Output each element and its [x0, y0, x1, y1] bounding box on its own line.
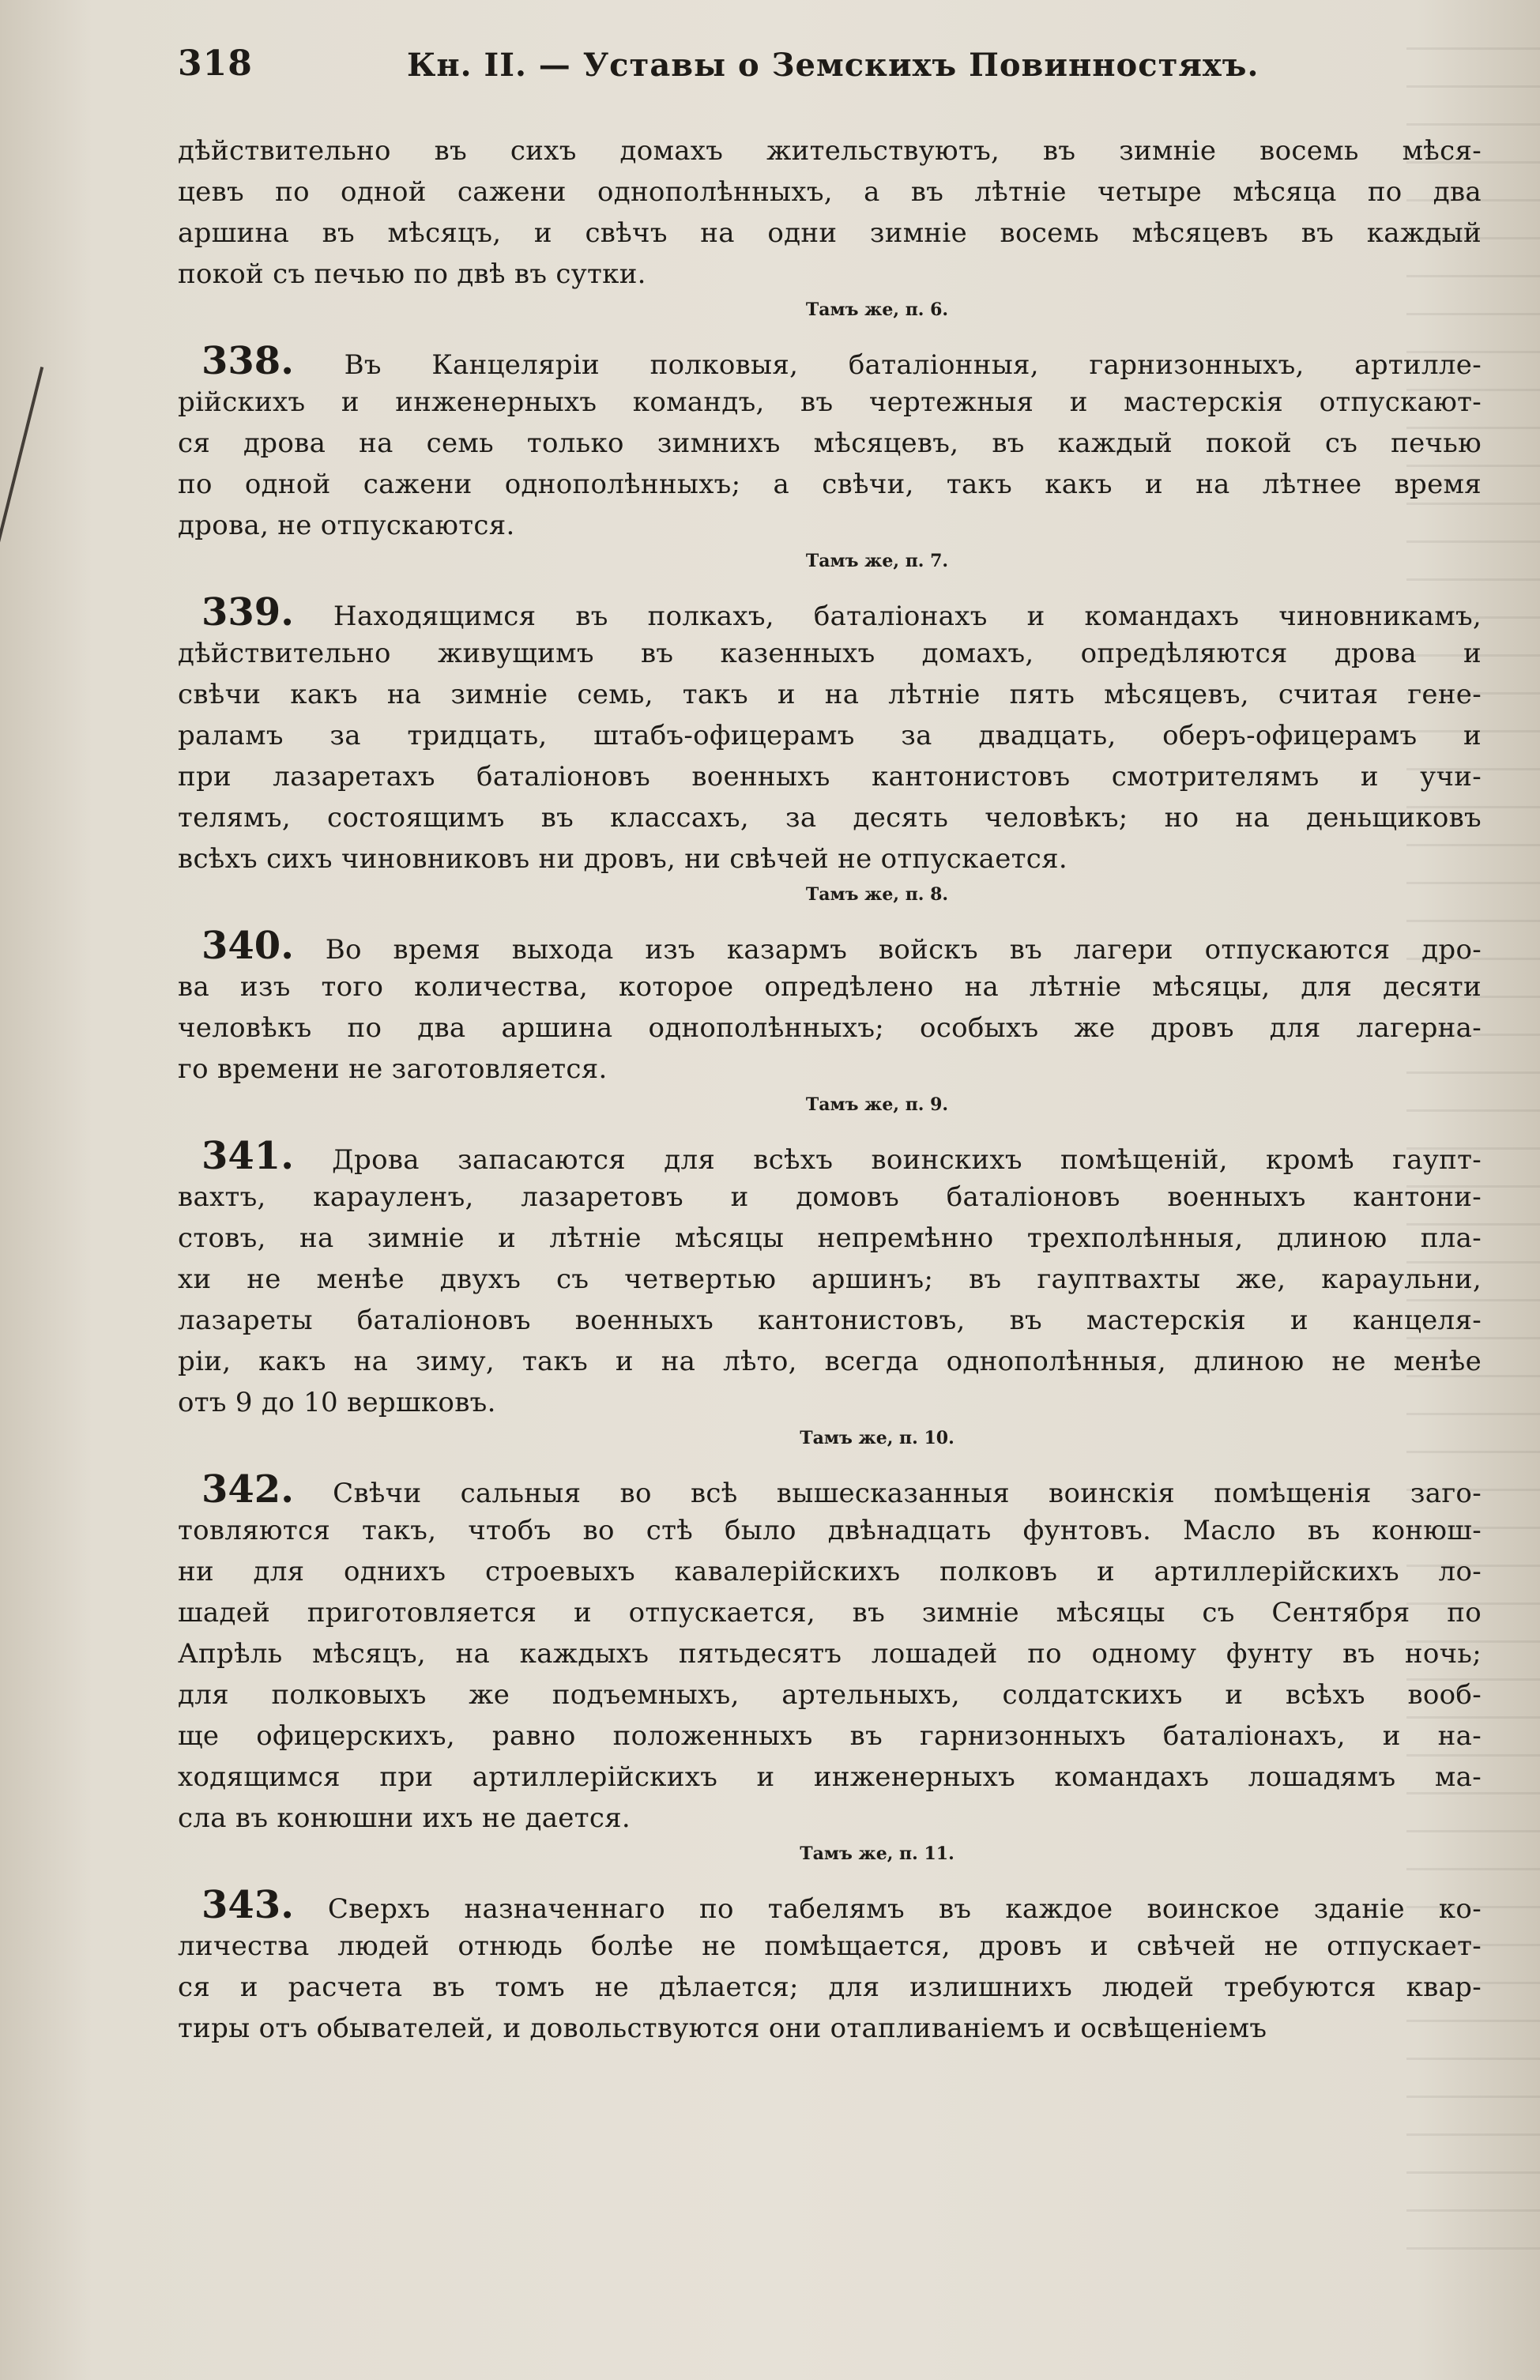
line-text: Во время выхода изъ казармъ войскъ въ лагери отпускаются дро- [325, 934, 1482, 966]
line-text: Апрѣль мѣсяцъ, на каждыхъ пятьдесятъ лошадей по одному фунту въ ночь; [178, 1638, 1482, 1670]
line-text: вахтъ, карауленъ, лазаретовъ и домовъ баталіоновъ военныхъ кантони- [178, 1181, 1482, 1213]
line-text: шадей приготовляется и отпускается, въ зимніе мѣсяцы съ Сентября по [178, 1597, 1482, 1629]
text-line [178, 925, 1482, 966]
page-number: 318 [178, 43, 253, 84]
text-line [178, 341, 1482, 382]
text-line [178, 1135, 1482, 1177]
article-paragraph [178, 341, 1482, 573]
article-number: 341. [201, 1134, 294, 1178]
source-reference: Тамъ же, п. 6. [805, 299, 949, 320]
text-line [178, 1885, 1482, 1926]
line-text: аршина въ мѣсяцъ, и свѣчъ на одни зимніе восемь мѣсяцевъ въ каждый [178, 217, 1482, 249]
line-text: Свѣчи сальныя во всѣ вышесказанныя воинскія помѣщенія заго- [333, 1478, 1482, 1509]
line-text: Сверхъ назначеннаго по табелямъ въ каждое воинское зданіе ко- [327, 1893, 1482, 1925]
line-text: Находящимся въ полкахъ, баталіонахъ и командахъ чиновникамъ, [333, 601, 1482, 632]
line-text: дѣйствительно живущимъ въ казенныхъ домахъ, опредѣляются дрова и [178, 638, 1482, 669]
source-reference: Тамъ же, п. 10. [800, 1428, 954, 1448]
text-line [178, 1798, 1482, 1839]
text-line [178, 1967, 1482, 2008]
line-text: при лазаретахъ баталіоновъ военныхъ кантонистовъ смотрителямъ и учи- [178, 761, 1482, 793]
text-line [178, 715, 1482, 756]
text-line [178, 1300, 1482, 1341]
line-text: ходящимся при артиллерійскихъ и инженерныхъ командахъ лошадямъ ма- [178, 1761, 1482, 1793]
line-text: лазареты баталіоновъ военныхъ кантонистовъ, въ мастерскія и канцеля- [178, 1305, 1482, 1336]
text-line [178, 633, 1482, 674]
line-text: Въ Канцеляріи полковыя, баталіонныя, гарнизонныхъ, артилле- [344, 349, 1482, 381]
line-text: ни для однихъ строевыхъ кавалерійскихъ полковъ и артиллерійскихъ ло- [178, 1556, 1482, 1587]
line-text: стовъ, на зимніе и лѣтніе мѣсяцы непремѣнно трехполѣнныя, длиною пла- [178, 1222, 1482, 1254]
text-line [178, 1633, 1482, 1674]
line-text: Дрова запасаются для всѣхъ воинскихъ помѣщеній, кромѣ гаупт- [332, 1144, 1482, 1176]
text-line [178, 254, 1482, 295]
line-text: отъ 9 до 10 вершковъ. [178, 1387, 496, 1418]
text-line [178, 1592, 1482, 1633]
article-number: 339. [201, 590, 294, 635]
line-text: для полковыхъ же подъемныхъ, артельныхъ, солдатскихъ и всѣхъ вооб- [178, 1679, 1482, 1711]
text-line [178, 1218, 1482, 1259]
line-text: ще офицерскихъ, равно положенныхъ въ гарнизонныхъ баталіонахъ, и на- [178, 1720, 1482, 1752]
article-number: 343. [201, 1883, 294, 1927]
line-text: раламъ за тридцать, штабъ-офицерамъ за двадцать, оберъ-офицерамъ и [178, 720, 1482, 751]
body-text [178, 130, 1482, 2049]
line-text: свѣчи какъ на зимніе семь, такъ и на лѣтніе пять мѣсяцевъ, считая гене- [178, 679, 1482, 710]
line-text: покой съ печью по двѣ въ сутки. [178, 258, 646, 290]
text-line [178, 1674, 1482, 1715]
text-line [178, 592, 1482, 633]
text-line [178, 1382, 1482, 1423]
text-line [178, 130, 1482, 171]
text-line [178, 838, 1482, 879]
line-text: по одной сажени однополѣнныхъ; а свѣчи, такъ какъ и на лѣтнее время [178, 469, 1482, 500]
text-line [178, 1757, 1482, 1798]
line-text: ріи, какъ на зиму, такъ и на лѣто, всегда однополѣнныя, длиною не менѣе [178, 1346, 1482, 1377]
text-line [178, 2008, 1482, 2049]
text-line [178, 756, 1482, 797]
line-text: сла въ конюшни ихъ не дается. [178, 1802, 631, 1834]
text-line [178, 966, 1482, 1007]
text-line [178, 213, 1482, 254]
line-text: товляются такъ, чтобъ во стѣ было двѣнадцать фунтовъ. Масло въ конюш- [178, 1515, 1482, 1546]
line-text: ся дрова на семь только зимнихъ мѣсяцевъ, въ каждый покой съ печью [178, 427, 1482, 459]
text-line [178, 1551, 1482, 1592]
text-line [178, 382, 1482, 423]
line-text: человѣкъ по два аршина однополѣнныхъ; особыхъ же дровъ для лагерна- [178, 1012, 1482, 1044]
line-text: цевъ по одной сажени однополѣнныхъ, а въ лѣтніе четыре мѣсяца по два [178, 176, 1482, 208]
text-line [178, 505, 1482, 546]
article-paragraph [178, 925, 1482, 1117]
line-text: го времени не заготовляется. [178, 1053, 608, 1085]
article-number: 338. [201, 339, 294, 383]
text-line [178, 1469, 1482, 1510]
line-text: дрова, не отпускаются. [178, 510, 515, 541]
line-text: хи не менѣе двухъ съ четвертью аршинъ; въ гауптвахты же, караульни, [178, 1263, 1482, 1295]
line-text: всѣхъ сихъ чиновниковъ ни дровъ, ни свѣчей не отпускается. [178, 843, 1067, 875]
article-number: 340. [201, 924, 294, 968]
source-reference: Тамъ же, п. 7. [805, 551, 949, 571]
text-line [178, 1341, 1482, 1382]
article-paragraph [178, 592, 1482, 906]
line-text: тиры отъ обывателей, и довольствуются они отапливаніемъ и освѣщеніемъ [178, 2013, 1267, 2044]
text-line [178, 1049, 1482, 1090]
article-number: 342. [201, 1467, 294, 1512]
running-title: Кн. II. — Уставы о Земскихъ Повинностяхъ. [407, 47, 1259, 84]
source-reference: Тамъ же, п. 9. [805, 1094, 949, 1115]
article-paragraph [178, 1135, 1482, 1450]
article-paragraph [178, 1885, 1482, 2049]
text-line [178, 171, 1482, 213]
text-line [178, 1715, 1482, 1757]
line-text: дѣйствительно въ сихъ домахъ жительствуютъ, въ зимніе восемь мѣся- [178, 135, 1482, 167]
line-text: ся и расчета въ томъ не дѣлается; для излишнихъ людей требуются квар- [178, 1971, 1482, 2003]
line-text: рійскихъ и инженерныхъ командъ, въ чертежныя и мастерскія отпускают- [178, 386, 1482, 418]
text-line [178, 464, 1482, 505]
page-header [178, 43, 1474, 91]
article-paragraph [178, 130, 1482, 322]
article-paragraph [178, 1469, 1482, 1866]
margin-pen-mark [0, 367, 43, 597]
text-line [178, 1007, 1482, 1049]
source-reference: Тамъ же, п. 11. [800, 1843, 954, 1864]
text-line [178, 797, 1482, 838]
text-line [178, 1177, 1482, 1218]
line-text: ва изъ того количества, которое опредѣлено на лѣтніе мѣсяцы, для десяти [178, 971, 1482, 1003]
text-line [178, 674, 1482, 715]
text-line [178, 1510, 1482, 1551]
text-line [178, 1926, 1482, 1967]
line-text: телямъ, состоящимъ въ классахъ, за десять человѣкъ; но на деньщиковъ [178, 802, 1482, 834]
text-line [178, 423, 1482, 464]
line-text: личества людей отнюдь болѣе не помѣщается, дровъ и свѣчей не отпускает- [178, 1930, 1482, 1962]
text-line [178, 1259, 1482, 1300]
source-reference: Тамъ же, п. 8. [805, 884, 949, 905]
